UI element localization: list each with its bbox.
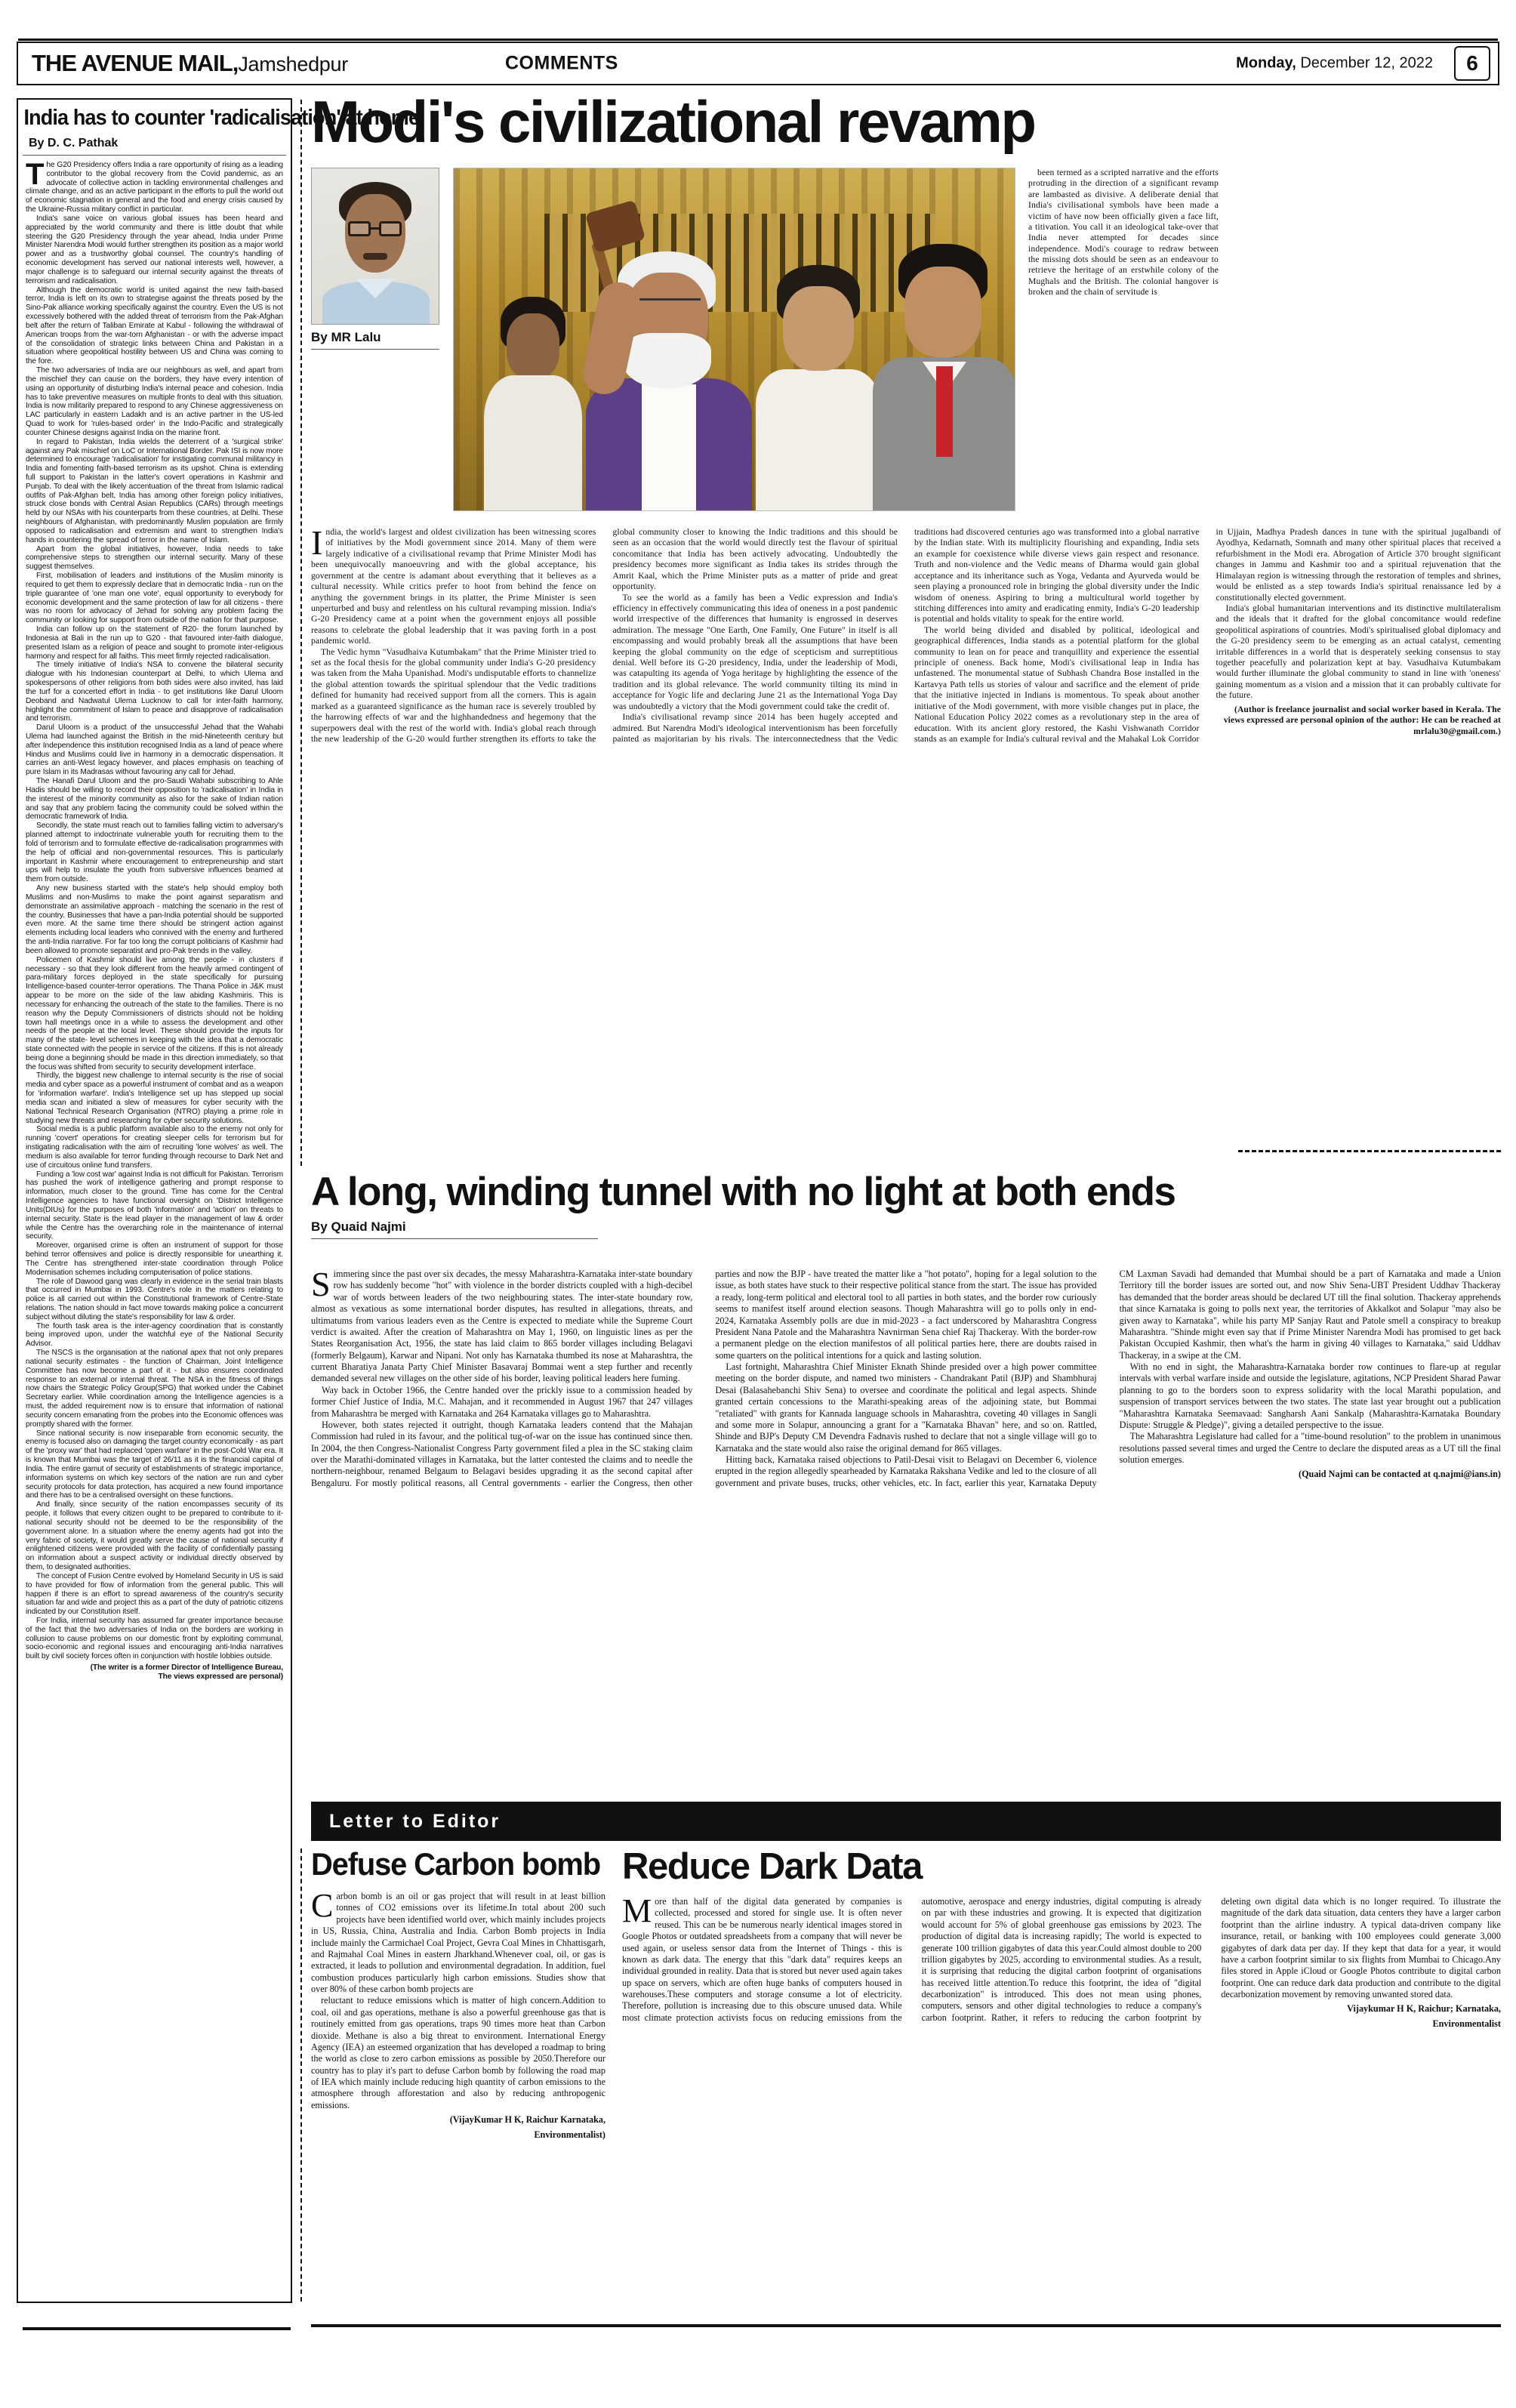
paragraph: reluctant to reduce emissions which is matter of high concern.Addition to coal, oil and gas operations, methane is also a powerful greenhouse gas that is routinely emitted from gas operations, traps 90 times more heat than Carbon dioxide. Methane is also a big threat to environment. International Energy Agency (IEA) an esteemed organization that has developed a roadmap to bring the world as close to zero carbon emissions as possible by 2050.Therefore our country has to play it's part to defuse Carbon bomb by following the road map of IEA which mainly include reducing high quantity of carbon emissions to the atmosphere through afforestation and also by reducing anthropogenic emissions. xyxy=(311,1995,605,2110)
left-article-byline: By D. C. Pathak xyxy=(23,134,286,156)
paragraph: The G20 Presidency offers India a rare opportunity of rising as a leading contributor to the global recovery from the Covid pandemic, as an advocate of collective action in tackling environmental challenges and climate change, and as an active participant in the efforts to pull the world out of economic stagnation in general and the food and energy crisis caused by the Ukraine-Russia military conflict in particular. xyxy=(26,158,283,214)
end-note-line-1: (The writer is a former Director of Intelligence Bureau, xyxy=(90,1663,283,1673)
masthead xyxy=(17,42,1499,85)
modi-article-end-note: (Author is freelance journalist and social worker based in Kerala. The views expressed are personal opinion of the author: He can be reached at mrlalu30@gmail.com.) xyxy=(1223,704,1501,736)
end-note-line-2: The views expressed are personal) xyxy=(158,1673,283,1682)
paragraph: The Hanafi Darul Uloom and the pro-Saudi Wahabi subscribing to Ahle Hadis should be willing to record their opposition to 'radicalisation' in India in the interest of the minority community as also for the sake of Indian nation and say that any problem facing the community could be solved within the democratic framework of India. xyxy=(26,777,283,822)
portrait-glasses-left xyxy=(348,221,371,236)
paragraph: Hitting back, Karnataka raised objections to Patil-Desai visit to Belagavi on December 6, violence erupted in the region allegedly spearheaded by Karnataka Rakshana Vedike and led to the closure of all government and private buses, trucks, other vehicles, etc. In fact, earlier this year, Karnataka Deputy CM Laxman Savadi had demanded that Mumbai should be a part of Karnataka and made a Union Territory till the border issues are sorted out, and now Shiv Sena-UBT President Uddhav Thackeray has demanded that the border areas should be declared UT till the final solution. Thackeray apprehends that since Karnataka is going to polls next year, the territories of Akkalkot and Solapur "may also be given away to Karnataka", while his party MP Sanjay Raut and Patole smell a conspiracy to breakup Maharashtra. "Shinde might even say that if Prime Minister Narendra Modi has promised to get back Pakistan Occupied Kashmir, then what's the harm in giving 40 villages to Karnataka," said Uddhav Thackeray, in a swipe at the CM. xyxy=(715,1269,1501,1488)
paragraph: India's sane voice on various global issues has been heard and appreciated by the world community and there is little doubt that while steering the G20 Presidency through the year ahead, India under Prime Minister Narendra Modi would further strengthen its position as a major world power and as a trustworthy global counsel. The country's handling of economic development has served our national interests well, however, a major challenge is to safeguard our internal security against the threats of terrorism and radicalisation. xyxy=(26,214,283,285)
tunnel-article-byline: By Quaid Najmi xyxy=(311,1212,598,1239)
paragraph: Thirdly, the biggest new challenge to internal security is the rise of social media and cyber space as a powerful instrument of combat and as a weapon for 'information warfare'. India's Intelligence set up has stepped up social media scan and initiated a slew of measures for cyber security with the National Technical Research Organisation (NTRO) playing a prime role in studying new threats and researching for cyber security solutions. xyxy=(26,1071,283,1125)
paragraph: Funding a 'low cost war' against India is not difficult for Pakistan. Terrorism has pushed the work of intelligence gathering and prompt response to information, much closer to the ground. Time has come for the Central Intelligence agencies to have functional oversight on 'District Intelligence Units(DIUs) for the purposes of both 'information' and 'action' on threats to internal security. State is the lead player in the management of law & order while the Centre has the overarching role in the maintenance of internal security. xyxy=(26,1170,283,1241)
portrait-glasses-right xyxy=(379,221,402,236)
paragraph: With no end in sight, the Maharashtra-Karnataka border row continues to flare-up at regular intervals with verbal warfare inside and outside the legislature, agitations, NCP President Sharad Pawar planning to go to the borders soon to express solidarity with the local Marathi population, and suspension of transport services between the two states. The state last year brought out a publication "Maharashtra Karnataka Seemavaad: Sangharsh Aani Sankalp (Maharashtra-Karnataka Boundary Dispute: Struggle & Pledge)", giving a detailed perspective to the issue. xyxy=(1119,1361,1501,1430)
letter-right-headline: Reduce Dark Data xyxy=(622,1846,922,1887)
paragraph: Social media is a public platform available also to the enemy not only for running 'covert' operations for creating sleeper cells for terrorism but for instigating radicalisation with the aim of recruiting 'lone wolves' as well. The medium is also available for terror funding through recourse to Dark Net and use of circuitous online fund transfers. xyxy=(26,1125,283,1170)
photo-person-center-right xyxy=(756,265,880,511)
modi-article-body xyxy=(311,523,1501,1154)
tunnel-article-headline: A long, winding tunnel with no light at both ends xyxy=(311,1170,1176,1214)
modi-g20-photo xyxy=(453,168,1015,511)
paragraph: India, the world's largest and oldest civilization has been witnessing scores of initiatives by the Modi government since 2014. Many of them were largely indicative of a civilisational revamp that Prime Minister Modi has been unequivocally manoeuvring and with the global acceptance, his government at the centre is adamant about everything that it believes as a cultural necessity. While critics prefer to hoot from behind the fence on anything the government brings in its platter, the Prime Minister is seen unperturbed and busy and relentless on his cultural revamping mission. India's G-20 Presidency came at a point when the government enjoys all possible reasons to celebrate the global leadership that it was paving forth in a post pandemic world. xyxy=(311,523,596,646)
paragraph: The concept of Fusion Centre evolved by Homeland Security in US is said to have provided for flow of information from the general public. This will happen if there is an effort to spread awareness of the country's security situation far and wide and project this as a part of the duty of patriotic citizens indicated by our Constitution itself. xyxy=(26,1571,283,1617)
left-article-headline: India has to counter 'radicalisation' at home xyxy=(23,106,420,130)
portrait-moustache xyxy=(363,253,387,260)
letter-right-signature-2: Environmentalist xyxy=(1432,2018,1501,2029)
letter-left-signature-2: Environmentalist) xyxy=(534,2129,605,2140)
paragraph: However, both states rejected it outright, though Karnataka leaders contend that the Mahajan Commission had ruled in its favour, and the political tug-of-war on the issue has continued since then. In 2004, the then Congress-Nationalist Congress Party government filed a plea in the SC staking claim over the Marathi-dominated villages in Karnataka, but the latter contested the claims and to needle the northern-neighbour, renamed Belgaum to Belagavi besides upgrading it as the second capital after Bengaluru. For mostly political reasons, all Central governments - earlier the Congress, then other parties and now the BJP - have treated the matter like a "hot potato", hoping for a legal solution to the issue, as both states have stuck to their respective political stance from the start. The issue has provided a ready, long-term political and electoral tool to all parties in both states, and the border row curiously seems to manifest itself around election seasons. Though Maharashtra will go to polls only in end-2024, Karnataka Assembly polls are due in mid-2023 - a fact underscored by Maharashtra Congress President Nana Patole and the Maharashtra Navnirman Sena chief Raj Thackeray. With the border-row a permanent pledge on the election manifestos of all political parties here, there are doubts raised in some quarters on the political intentions for a quick and lasting solution. xyxy=(311,1269,1097,1488)
bottom-rule-right xyxy=(311,2324,1501,2327)
modi-article-right-column xyxy=(1028,168,1219,298)
letter-to-editor-banner: Letter to Editor xyxy=(311,1802,1501,1841)
photo-person-left xyxy=(484,297,582,511)
modi-article-headline: Modi's civilizational revamp xyxy=(311,88,1035,155)
paragraph: Way back in October 1966, the Centre handed over the prickly issue to a commission headed by former Chief Justice of India, M.C. Mahajan, and it recommended in August 1967 that 247 villages from Maharashtra be merged with Karnataka and 264 Karnataka villages go to Maharashtra. xyxy=(311,1384,693,1419)
paragraph: Policemen of Kashmir should live among the people - in clusters if necessary - so that they look different from the heavily armed contingent of para-military forces deployed in the state specifically for pursuing Intelligence-based counter-terror operations. The Thana Police in J&K must appear to be more on the side of the law abiding Kashmiris. This is necessary for enhancing the outreach of the state to the families. There is no reason why the Deputy Commissioners of districts should not be holding town hall meetings once in a while to assess the development and other needs of the people at the local level. These should provide the inputs for many of the state- level schemes in keeping with the idea that a democratic state connected with the people in service of the citizens. If this is not already being done a beginning should be made in this direction immediately, so that the focus was shifted from security to security development interface. xyxy=(26,955,283,1071)
paragraph: Carbon bomb is an oil or gas project that will result in at least billion tonnes of CO2 emissions over its lifetime.In total about 200 such projects have been identified world over, which mainly includes projects in US, Russia, China, Australia and India. Carbon Bomb projects in India include mainly the Carmichael Coal Project, Gevra Coal Mines in Chhattisgarh, and Rajmahal Coal Mines in eastern Jharkhand.Whenever coal, oil, or gas is extracted, it leads to pollution and environmental degradation. In addition, fuel combustion produces particularly high carbon emissions. Studies show that over 80% of these carbon bomb projects are xyxy=(311,1887,605,1994)
paragraph: India can follow up on the statement of R20- the forum launched by Indonesia at Bali in the run up to G20 - that favoured inter-faith dialogue, presented Islam as a religion of peace and sought to promote inter-religious harmony and respect for all faiths. This meet firmly rejected radicalisation. xyxy=(26,625,283,661)
paragraph: Last fortnight, Maharashtra Chief Minister Eknath Shinde presided over a high power committee meeting on the border dispute, and named two ministers - Chandrakant Patil (BJP) and Shambhuraj Desai (Balasahebanchi Shiv Sena) to oversee and coordinate the political and legal aspects. Shinde granted certain concessions to the Marathi-speaking areas of the adjoining state, but Bommai "retaliated" with grants for Kannada language schools in Maharashtra, coveting 40 villages in Sangli and some more in Solapur, announcing a grant for a "Karnataka Bhavan" here, and so on. Rattled, Shinde and BJP's Deputy CM Devendra Fadnavis rushed to declare that not a single village will go to Karnataka and the state would also raise the original demand for 865 villages. xyxy=(715,1361,1097,1454)
letter-defuse-carbon-bomb xyxy=(311,1848,605,2141)
letters-divider xyxy=(300,1848,302,2302)
paragraph: The role of Dawood gang was clearly in evidence in the serial train blasts that occurred in Mumbai in 1993. Centre's role in the matters relating to police is all carried out within the Constitutional framework of Centre-State relations. The nation should in fact move towards making police a concurrent subject without diluting the state's responsibility for law & order. xyxy=(26,1277,283,1321)
column-divider xyxy=(300,100,302,1166)
author-portrait-photo xyxy=(311,168,439,325)
paragraph: Darul Uloom is a product of the unsuccessful Jehad that the Wahabi Ulema had launched against the British in the mid-Nineteenth century but after Independence this institution recognised India as a land of peace where Hindus and Muslims could live in harmony in a democratic dispensation. It carries an anti-West legacy however, and places emphasis on teaching of pure Islam in its Madrasas without favouring any call for Jehad. xyxy=(26,723,283,777)
masthead-brand-city: Jamshedpur xyxy=(238,53,348,76)
paragraph: For India, internal security has assumed far greater importance because of the fact that the two adversaries of India on the borders are working in collusion to cause problems on our domestic front by exploiting communal, socio-economic and regional issues and encouraging anti-India narratives built by civil society forces often in conjunction with hostile lobbies outside. xyxy=(26,1616,283,1661)
portrait-glasses-bridge xyxy=(371,227,379,230)
paragraph: Although the democratic world is united against the new faith-based terror, India is left on its own to strategise against the threats posed by the Sino-Pak alliance working specifically against the country. Even the US is not excessively bothered with the added threat of terrorism from the Pak-Afghan belt after the return of Taliban Emirate at Kabul - following the withdrawal of American troops from the war-torn Afghanistan - or with the adverse impact of the consolidation of strategic links between China and Pakistan in a situation where geopolitical hostility between US and China was coming to the fore. xyxy=(26,285,283,366)
paragraph: In regard to Pakistan, India wields the deterrent of a 'surgical strike' against any Pak mischief on LoC or International Border. Pak ISI is now more determined to encourage 'radicalisation' for instigating communal militancy in India and fomenting faith-based terrorism as its upshot. China is extending full support to Pakistan in the latter's covert operations in Kashmir and Punjab. To deal with the likely accentuation of the threat from Islamic radical outfits of Pak-Afghan belt, India has among other foreign policy initiatives, struck close bonds with Central Asian Republics (CARs) through meetings held by our NSAs with his counterparts from these countries, at Delhi. These neighbours of Afghanistan, with predominantly Muslim population are firmly opposed to radicalisation and extremism and want to strengthen India's hands in countering the spread of terror in the name of Islam. xyxy=(26,437,283,544)
modi-article-byline: By MR Lalu xyxy=(311,325,439,350)
left-article-end-note xyxy=(26,1663,283,1682)
paragraph: The NSCS is the organisation at the national apex that not only prepares national security estimates - the function of Chairman, Joint Intelligence Committee has now become a part of it - but also ensures coordinated response to an external or internal threat. The NSA in the fitness of things now chairs the Strategic Policy Group(SPG) that worked under the Cabinet Secretary earlier. While coordination among the Intelligence agencies is a must, the added requirement now is to ensure that information of national security concern emanating from the probes into the Economic offences was promptly shared with the former. xyxy=(26,1349,283,1429)
masthead-brand-name: THE AVENUE MAIL, xyxy=(32,50,239,76)
masthead-date xyxy=(1236,55,1433,72)
tunnel-article-end-note: (Quaid Najmi can be contacted at q.najmi@ians.in) xyxy=(1299,1469,1501,1480)
photo-person-right xyxy=(873,244,1015,511)
paragraph: The world being divided and disabled by political, ideological and geographical differences, India stands as a potential platform for the global community to lean on for peace and tranquillity and experience the essential principle of oneness. Back home, Modi's civilisational leap in India has unfastened. The monumental statue of Subhash Chandra Bose installed in the Kartavya Path tells us stories of valour and sacrifice and the element of pride that the initiative injected in Indians is momentous. To speak about another initiative of the Modi government, with more visible changes put in place, the National Education Policy 2022 comes as a revolutionary step in the area of education. With its ancient glory restored, the Kashi Vishwanath Corridor stands as an example for India's cultural revival and the Mahakal Lok Corridor in Ujjain, Madhya Pradesh dances in tune with the spiritual jugalbandi of Ayodhya, Kedarnath, Somnath and many other spiritual places that received a refurbishment in the Modi era. Abrogation of Article 370 brought significant changes in Jammu and Kashmir too and a spiritual rejuvenation that the Himalayan region is witnessing through the restoration of temples and shrines, would be enlisted as a step towards India's spiritual renaissance led by a constitutionally elected government. xyxy=(914,527,1501,745)
masthead-date-day: Monday, xyxy=(1236,54,1296,72)
tunnel-article-body xyxy=(311,1265,1501,1763)
paragraph: More than half of the digital data generated by companies is collected, processed and stored for single use. It is often never reused. This can be be numerous nearly identical images stored in Google Photos or outdated spreadsheets from a company that will never be used again, or useless sensor data from the Internet of Things - this is known as dark data. The energy that this "dark data" requires keeps an individual grounded in reality. Data that is stored but never used again takes up space on servers, which are often huge banks of computers housed in warehouses.These computers and storage consume a lot of electricity. Therefore, pollution is increasing due to this obscure unused data. While most climate protection activists focus on reducing emissions from the automotive, aerospace and energy industries, digital computing is already on par with these industries and growing. It is expected that digitization would account for 5% of global greenhouse gas emissions by 2023. The production of digital data is increasing rapidly; The world is expected to generate 100 trillion gigabytes of data this year.Could almost double to 200 trillion gigabytes by 2025, according to environmental studies. As a result, it is surprising that reducing the digital carbon footprint of organisations has received little attention.To reduce this footprint, the idea of "digital decarbonization" is introduced. This does not mean using phones, computers, sensors and other digital technologies to reduce a company's carbon footprint. Rather, it refers to reducing the carbon footprint by deleting own digital data which is no longer required. To illustrate the magnitude of the dark data situation, data centers they have a larger carbon footprint than the airline industry. A typical data-driven company like insurance, retail, or banking with 100 employees could generate 3,000 gigabytes of dark data per day. If they kept that data for a year, it would have a carbon footprint similar to six flights from Mumbai to Chicago.Any files stored in Apple iCloud or Google Photos contribute to digital carbon footprint. One can reduce dark data production and contribute to the digital decarbonization movement by removing unwanted stored data. xyxy=(622,1892,1501,2023)
bottom-rule-left xyxy=(23,2327,291,2330)
paragraph: Any new business started with the state's help should employ both Muslims and non-Muslims to make the point against separatism and demonstrate an assimilative approach - matching the scenario in the rest of the country. Businesses that have a pan-India potential should be supported even more. At the same time there should be stringent action against elements including local leaders who connived with the enemy and furthered the anti-India narrative. For far too long the corrupt politicians of Kashmir had been allowed to promote separatist and pro-Pak trends in the valley. xyxy=(26,884,283,955)
left-article-body xyxy=(18,156,291,1688)
letters-section xyxy=(311,1848,1501,2302)
page-number-badge: 6 xyxy=(1454,46,1490,81)
paragraph: The two adversaries of India are our neighbours as well, and apart from the mischief they can cause on the borders, they have every intention of using an opportunity of disturbing India's internal peace and cohesion. India has to take preventive measures on multiple fronts to deal with this situation. India is now militarily prepared to respond to any Chinese aggressiveness on LAC particularly in eastern Ladakh and is an active partner in the US-led Quad to work for 'rules-based order' in the Indo-Pacific and strategically counter Chinese designs against India on the marine front. xyxy=(26,366,283,437)
paragraph: First, mobilisation of leaders and institutions of the Muslim minority is required to get them to expressly declare that in democratic India - run on the triple guarantee of 'one man one vote', equal opportunity to everybody for economic development and the same protection of law for all citizens - there was no room for advocacy of Jehad for solving any problem facing the community or looking for support from outside of the nation for that purpose. xyxy=(26,572,283,625)
masthead-date-rest: December 12, 2022 xyxy=(1296,54,1433,72)
paragraph: India's civilisational revamp since 2014 has been hugely accepted and admired. But Narendra Modi's ideological interventionism has been forcefully painted as majoritarian by his rivals. The interconnectedness that the Vedic traditions had discovered centuries ago was transformed into a global narrative by the Indian state. With its multiplicity flourishing and expanding, India sets an example for coexistence while diverse views gain respect and resonance. Truth and non-violence and the Vedic means of Dharma would gain global acceptance and its inheritance such as Yoga, Vedanta and Ayurveda would be seen playing a pronounced role in bringing the global diversity under the Indic wisdom of oneness. Aspiring to bring a multicultural world together by stitching differences into amity and eradicating enmity, India's G-20 leadership is potential and holds vitality to speak for the entire world. xyxy=(612,527,1200,745)
letter-right-body xyxy=(622,1892,1501,2030)
photo-person-modi xyxy=(586,251,752,511)
paragraph: India's global humanitarian interventions and its distinctive multilateralism and the ideals that it drafted for the global concomitance would redefine geopolitical aspirations of countries. Modi's spiritualised global diplomacy and the G-20 presidency seem to be emerging as an actual catalyst, cementing irritable differences in a world that is desperately seeking consensus to stay together peacefully and polarization kept at bay. Vasudhaiva Kutumbakam would further illuminate the global community to stand in line with 'oneness' gaining momentum as a vision and a mission that it can probably cultivate for the future. xyxy=(1216,603,1501,701)
letter-left-headline: Defuse Carbon bomb xyxy=(311,1846,600,1882)
paragraph: And finally, since security of the nation encompasses security of its people, it follows that every citizen ought to be prepared to contribute to it- national security should not be deemed to be the responsibility of the government alone. In a situation where the enemy agents had got into the very fabric of society, it would greatly serve the cause of national security if enlightened citizens were provided with the facility of confidentially passing on information about a suspect activity or individual directly observed by them, to designated authorities. xyxy=(26,1500,283,1572)
paragraph: The timely initiative of India's NSA to convene the bilateral security dialogue with his Indonesian counterpart at Delhi, to which Ulema and spokespersons of other religions from both sides were also invited, has laid the turf for a concerted effort in India - to get institutions like Darul Uloom Deoband and Nadwatul Ulema Lucknow to call for inter-faith harmony, highlight the commitment of Islam to peace and disapprove of radicalisation and terrorism. xyxy=(26,661,283,723)
paragraph: Moreover, organised crime is often an instrument of support for those behind terror offensives and police is directly responsible for unearthing it. The Centre has strengthened inter-state coordination through Police Modernisation schemes including computerisation of police stations. xyxy=(26,1241,283,1277)
masthead-section: COMMENTS xyxy=(505,52,618,74)
letter-reduce-dark-data xyxy=(622,1848,1501,2030)
section-divider-dashed xyxy=(1238,1150,1501,1152)
letter-left-body xyxy=(311,1887,605,2141)
paragraph: To see the world as a family has been a Vedic expression and India's efficiency in effectively communicating this idea of oneness in a post pandemic world irrespective of the differences that humanity is engrossed in deserves admiration. The message "One Earth, One Family, One Future" in itself is all encompassing and would probably break all the assumptions that have been keeping the global community on the edge of scepticism and surreptitious denial. Well before its G-20 presidency, India, under the leadership of Modi, was catapulting its agenda of Yoga heritage by highlighting the essence of the tradition and its global relevance. The world community tilting its mind in acceptance for Yogic life and declaring June 21 as the International Yoga Day was undoubtedly a victory that the Modi government could take the credit of. xyxy=(612,592,898,711)
tunnel-article xyxy=(311,1172,1501,1768)
paragraph: The Vedic hymn "Vasudhaiva Kutumbakam" that the Prime Minister tried to set as the focal thesis for the global community under India's G-20 presidency was taken from the Maha Upanishad. Modi's undisputable efforts to channelize the global attention towards the spiritual splendour that the Vedic traditions defined for humanity had received support from all the corners. This is again marked as a guaranteed significance as the human race is severely troubled by the harrowing effects of war and the highhandedness and hegemony that the superpowers deal with the rest of the world with. India's global reach through the new leadership of the G-20 would further strengthen its efforts to take the global community closer to knowing the Indic traditions and this should be seen as an occasion that the world would directly test the flavour of spiritual concomitance that India has been actively advocating. Undoubtedly the presidency becomes more significant as India takes its strides through the Amrit Kaal, which the Prime Minister puts as a matter of pride and great opportunity. xyxy=(311,527,898,745)
modi-author-block xyxy=(311,168,439,350)
paragraph: Secondly, the state must reach out to families falling victim to adversary's planned attempt to indoctrinate vulnerable youth for recruiting them to the fold of terrorism and to formulate effective de-radicalisation programmes with the help of official and non-governmental resources. This is particularly important in Kashmir where encouragement to entrepreneurship and start ups will help to insulate the youth from subversive influences beamed at them from outside. xyxy=(26,822,283,884)
letter-left-signature-1: (VijayKumar H K, Raichur Karnataka, xyxy=(449,2114,605,2126)
paragraph: The fourth task area is the inter-agency coordination that is constantly being improved upon, under the watchful eye of the National Security Advisor. xyxy=(26,1321,283,1349)
paragraph: Since national security is now inseparable from economic security, the enemy is focused also on damaging the target country economically - as part of the 'proxy war' that had replaced 'open warfare' in the post-Cold War era. It is known that Mumbai was the target of 26/11 as it is the financial capital of India. The entire gamut of security of establishments of strategic importance, information systems on which key sectors of the nation are run and cyber security protocols for data protection, has acquired a new found importance and there has to be a centralised oversight on these functions. xyxy=(26,1429,283,1500)
paragraph: The Maharashtra Legislature had called for a "time-bound resolution" to the problem in unanimous resolutions passed several times and urged the Centre to declare the disputed areas as a UT till the final solution emerges. xyxy=(1119,1431,1501,1465)
paragraph: Simmering since the past over six decades, the messy Maharashtra-Karnataka inter-state boundary row has suddenly become "hot" with violence in the border districts coupled with a high-decibel war of words between leaders of the two neighbouring states. The inter-state boundary row, almost as vexatious as some international border disputes, has resulted in allegations, threats, and ultimatums from various leaders even as the Centre is expected to mediate while the Supreme Court verdict is awaited. After the creation of Maharashtra on May 1, 1960, on linguistic lines as per the States Reorganisation Act, 1956, the state has laid claim to 865 border villages including Belagavi (formerly Belgaum), Karwar and Nipani. Not only has Karnataka thumbed its nose at Maharashtra, the current Bharatiya Janata Party Chief Minister Basavaraj Bommai went a step further and recently demanded several new villages on the other side of his border, leaving political leaders here fuming. xyxy=(311,1265,693,1384)
masthead-brand xyxy=(32,50,348,77)
letter-right-signature-1: Vijaykumar H K, Raichur; Karnataka, xyxy=(1347,2003,1501,2015)
paragraph: been termed as a scripted narrative and the efforts protruding in the direction of a significant revamp are lambasted as divisive. A deliberate denial that India's civilisational symbols have been made a victim of have now been officially given a face lift, a titivation. You call it an ideological take-over that India never attempted for decades since independence. Modi's courage to redraw between the missing dots should be seen as an endeavour to retrieve the heritage of an erstwhile colony of the Mughals and the British. The colonial hangover is broken and the chain of servitude is xyxy=(1028,168,1219,298)
paragraph: Apart from the global initiatives, however, India needs to take comprehensive steps to strengthen our internal security. Many of these suggest themselves. xyxy=(26,544,283,572)
